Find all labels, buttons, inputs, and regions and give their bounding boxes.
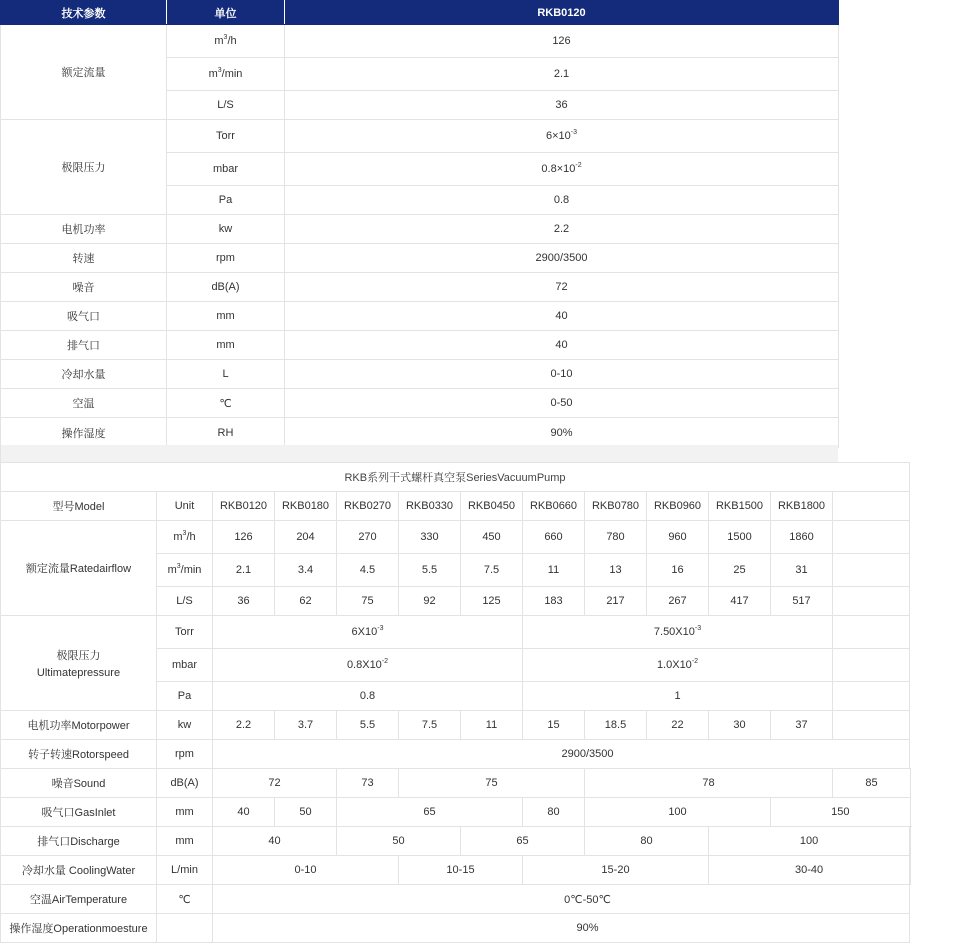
value-cell: 40 [285,302,839,331]
value-cell: 0℃-50℃ [213,885,910,914]
table-row [1,616,911,649]
value-cell: 75 [399,769,585,798]
unit-cell: rpm [167,244,285,273]
table-row [1,215,839,244]
value-cell: 22 [647,711,709,740]
row-label: 噪音Sound [1,769,157,798]
row-label: 排气口Discharge [1,827,157,856]
unit-cell: Torr [167,120,285,153]
header-model: RKB0120 [285,1,839,25]
empty-cell [833,492,910,521]
value-cell: 0.8 [213,682,523,711]
value-cell: 40 [213,798,275,827]
value-cell: 2900/3500 [285,244,839,273]
unit-cell: $m^3/\min$ [157,554,213,587]
value-cell: 330 [399,521,461,554]
ultimate-pressure-label: 极限压力 Ultimatepressure [1,616,157,711]
row-label: 空温 [1,389,167,418]
series-title-row [1,463,911,492]
value-cell: 450 [461,521,523,554]
model-cell: RKB0270 [337,492,399,521]
value-cell: 5.5 [337,711,399,740]
value-cell: 30-40 [709,856,910,885]
model-cell: RKB0780 [585,492,647,521]
value-cell: 100 [709,827,910,856]
table-row [1,120,839,153]
value-cell: 36 [285,91,839,120]
model-cell: RKB1500 [709,492,771,521]
unit-cell: mm [167,302,285,331]
value-cell: 75 [337,587,399,616]
unit-cell: mbar [167,153,285,186]
value-cell: 72 [213,769,337,798]
value-cell: 80 [523,798,585,827]
table-row [1,885,911,914]
unit-cell: $m^3/h$ [157,521,213,554]
value-cell: $0.8X10^{-2}$ [213,649,523,682]
value-cell: 100 [585,798,771,827]
value-cell: 62 [275,587,337,616]
value-cell: 5.5 [399,554,461,587]
series-title: RKB系列干式螺杆真空泵SeriesVacuumPump [1,463,910,492]
value-cell: 960 [647,521,709,554]
value-cell: 25 [709,554,771,587]
spec-header-row [1,1,839,25]
value-cell: 2900/3500 [213,740,910,769]
table-row [1,798,911,827]
value-cell: 270 [337,521,399,554]
row-label: 冷却水量 CoolingWater [1,856,157,885]
value-cell: 780 [585,521,647,554]
unit-cell: dB(A) [167,273,285,302]
value-cell: 50 [275,798,337,827]
model-cell: RKB0960 [647,492,709,521]
value-cell: $7.50X10^{-3}$ [523,616,833,649]
value-cell: 126 [285,25,839,58]
value-cell: 150 [771,798,911,827]
value-cell: 30 [709,711,771,740]
value-cell: 10-15 [399,856,523,885]
table-row [1,302,839,331]
unit-cell: $m^3/\min$ [167,58,285,91]
value-cell: 417 [709,587,771,616]
table-row [1,25,839,58]
table-row [1,244,839,273]
value-cell: 72 [285,273,839,302]
unit-cell: L/min [157,856,213,885]
table-row [1,360,839,389]
value-cell: 90% [285,418,839,448]
model-cell: RKB0330 [399,492,461,521]
value-cell: 183 [523,587,585,616]
model-label: 型号Model [1,492,157,521]
value-cell: 31 [771,554,833,587]
row-label: 吸气口GasInlet [1,798,157,827]
value-cell: 37 [771,711,833,740]
model-cell: RKB0120 [213,492,275,521]
value-cell: 40 [213,827,337,856]
value-cell: 267 [647,587,709,616]
model-cell: RKB0450 [461,492,523,521]
header-unit: 单位 [167,1,285,25]
value-cell: 7.5 [461,554,523,587]
value-cell: 16 [647,554,709,587]
unit-cell: ℃ [167,389,285,418]
row-label: 操作湿度 [1,418,167,448]
value-cell: 80 [585,827,709,856]
value-cell: $1.0X10^{-2}$ [523,649,833,682]
value-cell: 2.2 [213,711,275,740]
section-divider [0,445,838,462]
value-cell: 204 [275,521,337,554]
value-cell: 0-10 [213,856,399,885]
model-cell: RKB0180 [275,492,337,521]
unit-label: Unit [157,492,213,521]
value-cell: $6X10^{-3}$ [213,616,523,649]
value-cell: 217 [585,587,647,616]
model-cell: RKB1800 [771,492,833,521]
value-cell: 50 [337,827,461,856]
value-cell: 2.2 [285,215,839,244]
value-cell: 78 [585,769,833,798]
value-cell: 65 [461,827,585,856]
model-row [1,492,911,521]
value-cell: 85 [833,769,911,798]
empty-cell [833,649,910,682]
row-label: 冷却水量 [1,360,167,389]
value-cell: 92 [399,587,461,616]
value-cell: 65 [337,798,523,827]
value-cell: 18.5 [585,711,647,740]
row-label: 电机功率 [1,215,167,244]
unit-cell: mm [157,827,213,856]
flow-label: 额定流量Ratedairflow [1,521,157,616]
unit-cell: kw [157,711,213,740]
value-cell: 36 [213,587,275,616]
value-cell: 90% [213,914,910,943]
value-cell: 11 [461,711,523,740]
unit-cell: Torr [157,616,213,649]
unit-cell: L/S [167,91,285,120]
value-cell: 2.1 [285,58,839,91]
value-cell: 3.4 [275,554,337,587]
value-cell: 15 [523,711,585,740]
row-label: 噪音 [1,273,167,302]
value-cell: 11 [523,554,585,587]
unit-cell: Pa [157,682,213,711]
value-cell: 2.1 [213,554,275,587]
value-cell: 1 [523,682,833,711]
unit-cell: L [167,360,285,389]
value-cell: 3.7 [275,711,337,740]
value-cell: $0.8\times 10^{-2}$ [285,153,839,186]
empty-cell [833,711,910,740]
empty-cell [833,587,910,616]
value-cell: 125 [461,587,523,616]
value-cell: 40 [285,331,839,360]
unit-cell: mm [167,331,285,360]
table-row [1,273,839,302]
value-cell: 15-20 [523,856,709,885]
value-cell: 1500 [709,521,771,554]
table-row [1,418,839,448]
value-cell: $6\times 10^{-3}$ [285,120,839,153]
value-cell: 0.8 [285,186,839,215]
row-label: 空温AirTemperature [1,885,157,914]
unit-cell [157,914,213,943]
unit-cell: ℃ [157,885,213,914]
value-cell: 0-10 [285,360,839,389]
table-row [1,914,911,943]
row-label: 吸气口 [1,302,167,331]
rated-flow-label: 额定流量 [1,25,167,120]
value-cell: 4.5 [337,554,399,587]
table-row [1,740,911,769]
value-cell: 7.5 [399,711,461,740]
row-label: 转速 [1,244,167,273]
unit-cell: Pa [167,186,285,215]
row-label: 操作湿度Operationmoesture [1,914,157,943]
row-label: 电机功率Motorpower [1,711,157,740]
unit-cell: kw [167,215,285,244]
value-cell: 660 [523,521,585,554]
unit-cell: dB(A) [157,769,213,798]
table-row [1,769,911,798]
empty-cell [833,616,910,649]
unit-cell: RH [167,418,285,448]
row-label: 排气口 [1,331,167,360]
row-label: 转子转速Rotorspeed [1,740,157,769]
series-table [0,462,911,943]
unit-cell: mm [157,798,213,827]
table-row [1,331,839,360]
table-row [1,711,911,740]
value-cell: 126 [213,521,275,554]
unit-cell: mbar [157,649,213,682]
value-cell: 1860 [771,521,833,554]
table-row [1,521,911,554]
spec-table [0,0,839,448]
ultimate-pressure-label: 极限压力 [1,120,167,215]
empty-cell [833,521,910,554]
table-row [1,827,911,856]
empty-cell [833,682,910,711]
value-cell: 73 [337,769,399,798]
model-cell: RKB0660 [523,492,585,521]
value-cell: 0-50 [285,389,839,418]
table-row [1,389,839,418]
unit-cell: rpm [157,740,213,769]
unit-cell: L/S [157,587,213,616]
value-cell: 13 [585,554,647,587]
table-row [1,856,911,885]
empty-cell [833,554,910,587]
value-cell: 517 [771,587,833,616]
header-parameter: 技术参数 [1,1,167,25]
unit-cell: $m^3/h$ [167,25,285,58]
